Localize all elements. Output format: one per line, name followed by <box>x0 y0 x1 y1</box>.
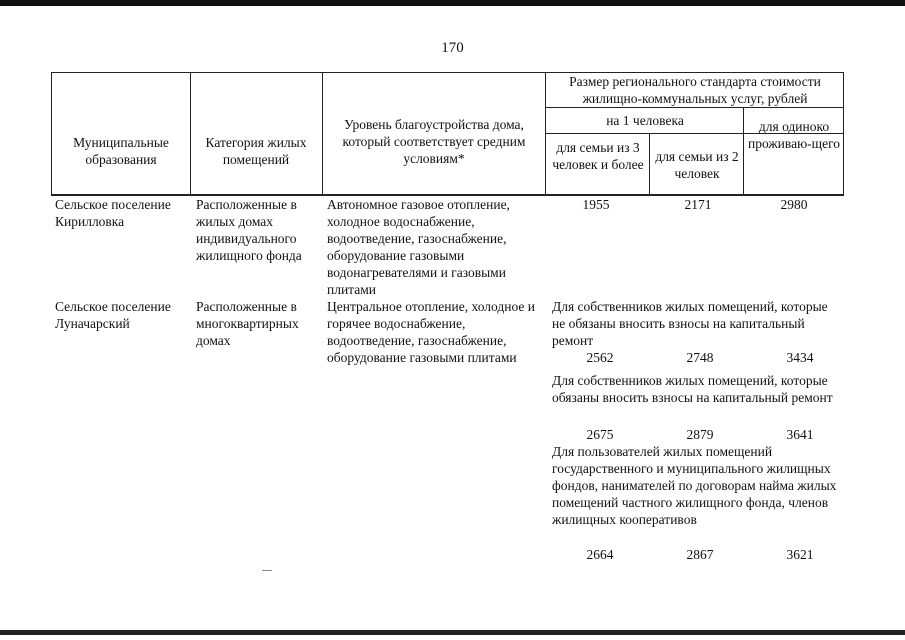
header-municipality: Муниципальные образования <box>73 135 169 167</box>
row2-group3-single: 3621 <box>786 547 814 562</box>
row2-group3-family-3plus: 2664 <box>586 547 614 562</box>
row1-value-family-3plus: 1955 <box>582 197 610 212</box>
row2-group3-family-2: 2867 <box>686 547 714 562</box>
page-number: 170 <box>441 40 464 56</box>
scan-edge-top <box>0 0 905 6</box>
scan-edge-bottom <box>0 630 905 635</box>
row2-group2-note: Для собственников жилых помещений, которые обязаны вносить взносы на капитальный ремонт <box>552 373 833 405</box>
header-single: для одиноко проживаю-щего <box>747 119 841 151</box>
row1-value-family-2: 2171 <box>684 197 712 212</box>
header-per-person: на 1 человека <box>606 113 684 128</box>
row2-amenity: Центральное отопление, холодное и горячее водоснабжение, водоотведение, газоснабжение, оборудование газовыми плитами <box>327 299 535 365</box>
row2-category: Расположенные в многоквартирных домах <box>196 299 299 348</box>
header-family-2: для семьи из 2 человек <box>655 149 739 181</box>
row1-municipality: Сельское поселение Кирилловка <box>55 197 171 229</box>
row2-group2-family-3plus: 2675 <box>586 427 614 442</box>
row1-category: Расположенные в жилых домах индивидуального жилищного фонда <box>196 197 302 263</box>
header-amenity: Уровень благоустройства дома, который соответствует средним условиям* <box>342 117 526 166</box>
row2-group1-family-2: 2748 <box>686 350 714 365</box>
row2-group3-note: Для пользователей жилых помещений государственного и муниципального жилищных фондов, нанимателей по договорам найма жилых помещений частного жилищного фонда, членов жилищных кооперативов <box>552 444 837 527</box>
header-category: Категория жилых помещений <box>205 135 307 167</box>
header-family-3plus: для семьи из 3 человек и более <box>552 140 644 172</box>
row2-group1-single: 3434 <box>786 350 814 365</box>
row2-group1-note: Для собственников жилых помещений, которые не обязаны вносить взносы на капитальный ремонт <box>552 299 828 348</box>
row2-group2-family-2: 2879 <box>686 427 714 442</box>
row1-value-single: 2980 <box>780 197 808 212</box>
header-standard: Размер регионального стандарта стоимости жилищно-коммунальных услуг, рублей <box>569 74 821 106</box>
table-header <box>51 72 844 196</box>
row2-municipality: Сельское поселение Луначарский <box>55 299 171 331</box>
row2-group1-family-3plus: 2562 <box>586 350 614 365</box>
scan-speck <box>262 570 272 571</box>
row2-group2-single: 3641 <box>786 427 814 442</box>
row1-amenity: Автономное газовое отопление, холодное водоснабжение, водоотведение, газоснабжение, оборудование газовыми водонагревателями и газовыми плитами <box>327 197 510 297</box>
